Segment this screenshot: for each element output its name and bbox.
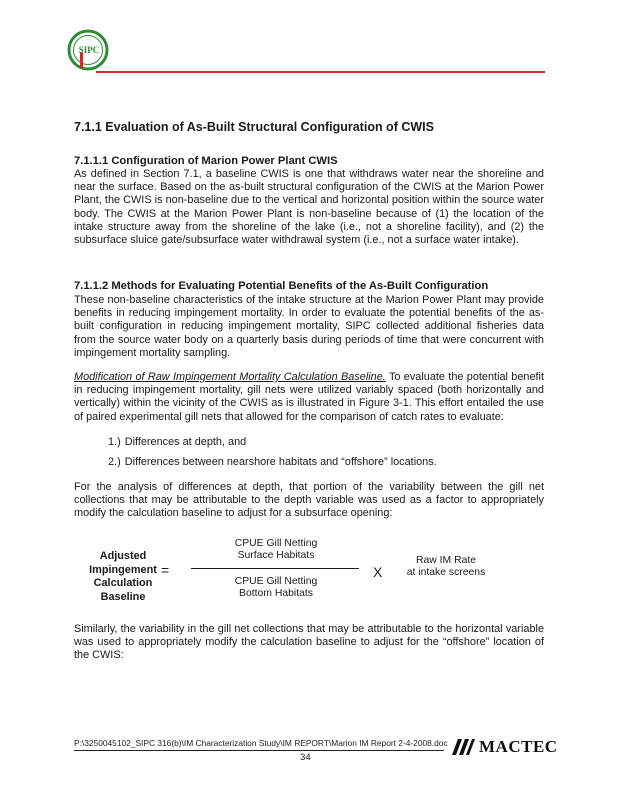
modification-paragraph — [74, 371, 544, 424]
subsection-1-paragraph: As defined in Section 7.1, a baseline CWIS is one that withdraws water near the shoreline and near the surface. Based on the as-built structural configuration of the CWIS at the Marion Power Plant, the CWIS is non-baseline due to the vertical and horizontal position within the source water body. The CWIS at the Marion Power Plant is non-baseline because of (1) the location of the intake structure away from the shoreline of the lake (i.e., not a shoreline facility), and (2) the subsurface sluice gate/subsurface water withdrawal system (i.e., not a surface water intake). — [74, 168, 544, 247]
mactec-logo — [450, 736, 558, 758]
equation-denominator — [198, 576, 354, 599]
modification-text: To evaluate the potential benefit in reducing impingement mortality, gill nets were utilized variably spaced (both horizontally and vertically) within the vicinity of the CWIS as is illustrated in Figure 3-1. This effort entailed the use of paired experimental gill nets that allowed for the comparison of catch rates to evaluate: — [74, 371, 545, 423]
numerator-line: CPUE Gill Netting — [234, 538, 318, 549]
equation-lhs-line: Adjusted — [99, 550, 147, 562]
logo-text: SIPC — [78, 45, 100, 55]
sipc-logo — [66, 28, 110, 72]
modification-title: Modification of Raw Impingement Mortality Calculation Baseline. — [74, 371, 386, 383]
depth-analysis-paragraph: For the analysis of differences at depth, that portion of the variability between the gill net collections that may be attributable to the depth variable was used as a factor to appropriately modify the calculation baseline to adjust for a subsurface opening: — [74, 481, 544, 520]
equation-rhs — [394, 555, 498, 579]
list-item-text: Differences at depth, and — [124, 436, 247, 448]
list-item-text: Differences between nearshore habitats and “offshore” locations. — [124, 456, 437, 468]
denominator-line: Bottom Habitats — [239, 588, 313, 599]
subsection-heading-1: 7.1.1.1 Configuration of Marion Power Plant CWIS — [74, 155, 338, 167]
rhs-line: Raw IM Rate — [415, 555, 477, 566]
denominator-line: CPUE Gill Netting — [234, 576, 318, 587]
page-number: 34 — [300, 752, 311, 763]
equation-lhs-line: Baseline — [100, 590, 146, 603]
equation-lhs-line: Impingement — [89, 563, 157, 576]
horizontal-variable-paragraph: Similarly, the variability in the gill net collections that may be attributable to the horizontal variable was used to appropriately modify the calculation baseline to adjust for the “offshore” location of the CWIS: — [74, 623, 544, 662]
multiply-sign: X — [373, 564, 383, 580]
company-name: MACTEC — [479, 737, 558, 756]
list-item — [108, 456, 437, 468]
footer-file-path: P:\3250045102_SIPC 316(b)\IM Characterization Study\IM REPORT\Marion IM Report 2-4-2008.doc — [74, 738, 448, 748]
section-heading: 7.1.1 Evaluation of As-Built Structural Configuration of CWIS — [74, 120, 434, 134]
list-item-number: 2.) — [108, 456, 121, 468]
list-item-number: 1.) — [108, 436, 121, 448]
methods-paragraph: These non-baseline characteristics of the intake structure at the Marion Power Plant may provide benefits in reducing impingement mortality. In order to evaluate the potential benefits of the as-built configuration in reducing impingement mortality, SIPC collected additional fisheries data from the source water body on a quarterly basis during periods of time that were concurrent with impingement mortality sampling. — [74, 294, 544, 359]
footer-rule — [74, 750, 444, 751]
list-item — [108, 436, 246, 448]
equation-lhs-line: Calculation — [93, 577, 153, 590]
equation-lhs — [86, 550, 160, 604]
mactec-mark-icon — [450, 737, 476, 757]
rhs-line: at intake screens — [406, 567, 486, 579]
fraction-bar — [191, 568, 359, 569]
equation-numerator — [198, 538, 354, 563]
numerator-line: Surface Habitats — [237, 550, 315, 562]
subsection-heading-2: 7.1.1.2 Methods for Evaluating Potential Benefits of the As-Built Configuration — [74, 280, 489, 292]
equals-sign: = — [161, 562, 170, 578]
header-rule — [96, 71, 545, 73]
